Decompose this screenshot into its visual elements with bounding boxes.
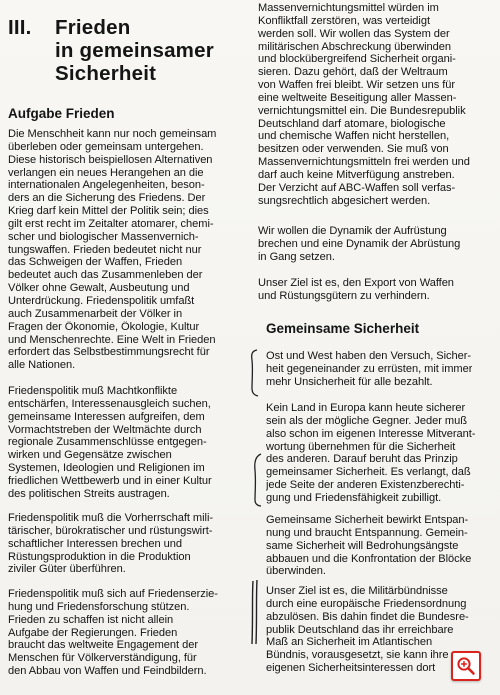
text-line: tärischer, bürokratischer und rüstungswirt- bbox=[8, 524, 213, 537]
text-line: schaftlicher Interessen brechen und bbox=[8, 537, 183, 550]
paragraph bbox=[8, 512, 213, 576]
chapter-title-line: in gemeinsamer bbox=[55, 39, 214, 62]
text-line: gemeinsamer Sicherheit. Es verlangt, daß bbox=[266, 466, 471, 479]
text-line: vernichtungsmittel ein. Die Bundesrepublik bbox=[258, 104, 466, 117]
text-line: gung und Friedensfähigkeit zubilligt. bbox=[266, 491, 442, 504]
paragraph bbox=[258, 2, 470, 208]
paragraph bbox=[8, 385, 212, 501]
text-line: abbauen und die Konfrontation der Blöcke bbox=[266, 552, 472, 565]
text-line: und chemische Waffen nicht herstellen, bbox=[258, 130, 450, 143]
text-line: Frieden zu schaffen ist nicht allein bbox=[8, 613, 174, 626]
text-line: verlangen ein neues Herangehen an die bbox=[8, 166, 204, 179]
text-line: Systemen, Ideologien und Religionen im bbox=[8, 462, 205, 475]
handwritten-double-stroke-mark bbox=[248, 578, 262, 648]
text-line: und Rüstungsgütern zu verhindern. bbox=[258, 289, 430, 302]
text-line: eigenen Sicherheitsinteressen dort bbox=[266, 662, 436, 675]
text-line: also schon im eigenen Interesse Mitverant- bbox=[266, 427, 476, 440]
text-line: jede Seite der anderen Existenzberechti- bbox=[266, 479, 465, 492]
text-line: und Menschenrechte. Eine Welt in Frieden bbox=[8, 333, 216, 346]
chapter-number: III. bbox=[8, 16, 32, 39]
text-line: scher und biologischer Massenvernich- bbox=[8, 230, 199, 243]
text-line: des politischen Streits austragen. bbox=[8, 487, 170, 500]
text-line: sieren. Dazu gehört, daß der Weltraum bbox=[258, 66, 448, 79]
paragraph bbox=[258, 277, 454, 303]
text-line: alle Nationen. bbox=[8, 359, 76, 372]
text-line: Diese historisch beispiellosen Alternativen bbox=[8, 153, 213, 166]
text-line: den Abbau von Waffen und Feindbildern. bbox=[8, 665, 207, 678]
text-line: sungsrechtlich abgesichert werden. bbox=[258, 194, 431, 207]
text-line: darf auch keine Mitverfügung anstreben. bbox=[258, 168, 455, 181]
text-line: gemeinsame Interessen aufgreifen, dem bbox=[8, 410, 205, 423]
text-line: Die Menschheit kann nur noch gemeinsam bbox=[8, 128, 217, 140]
paragraph bbox=[266, 514, 471, 578]
section-heading-gemeinsame-sicherheit: Gemeinsame Sicherheit bbox=[266, 321, 420, 336]
text-line: Unser Ziel ist es, den Export von Waffen bbox=[258, 277, 454, 289]
text-line: Unser Ziel ist es, die Militärbündnisse bbox=[266, 585, 448, 597]
paragraph bbox=[266, 402, 475, 505]
text-line: und blockübergreifend Sicherheit organi- bbox=[258, 53, 456, 66]
text-line: friedlichen Wettbewerb und in einer Kultur bbox=[8, 474, 212, 487]
text-line: wirken und Gegensätze zwischen bbox=[8, 449, 172, 462]
text-line: brechen und eine Dynamik der Abrüstung bbox=[258, 237, 461, 250]
text-line: heit gegeneinander zu errüsten, mit immer bbox=[266, 362, 473, 375]
text-line: besitzen oder verwenden. Sie muß von bbox=[258, 143, 449, 156]
text-line: Aufgabe der Regierungen. Frieden bbox=[8, 626, 178, 639]
paragraph bbox=[258, 225, 460, 264]
text-line: Fragen der Ökonomie, Ökologie, Kultur bbox=[8, 320, 200, 333]
text-line: bedeutet auch das Zusammenleben der bbox=[8, 269, 203, 282]
text-line: Der Verzicht auf ABC-Waffen soll verfas- bbox=[258, 181, 456, 194]
chapter-title-line: Sicherheit bbox=[55, 62, 157, 85]
paragraph bbox=[266, 585, 469, 675]
paragraph bbox=[8, 128, 216, 372]
text-line: internationalen Angelegenheiten, beson- bbox=[8, 179, 205, 192]
text-line: braucht das weltweite Engagement der bbox=[8, 639, 198, 652]
text-line: durch eine europäische Friedensordnung bbox=[266, 597, 467, 610]
text-line: das Schweigen der Waffen, Frieden bbox=[8, 256, 183, 269]
text-line: Deutschland darf atomare, biologische bbox=[258, 117, 446, 130]
text-line: abzulösen. Bis dahin findet die Bundesre- bbox=[266, 610, 469, 623]
text-line: regionale Zusammenschlüsse entgegen- bbox=[8, 436, 207, 449]
text-line: des anderen. Darauf beruht das Prinzip bbox=[266, 453, 458, 466]
text-line: hung und Friedensforschung stützen. bbox=[8, 600, 190, 613]
text-line: überwinden. bbox=[266, 565, 326, 578]
text-line: ders an die Sicherung des Friedens. Der bbox=[8, 192, 206, 205]
text-line: Krieg darf kein Mittel der Politik sein; dies bbox=[8, 205, 209, 218]
text-line: Maß an Sicherheit im Atlantischen bbox=[266, 636, 433, 649]
text-line: Friedenspolitik muß Machtkonflikte bbox=[8, 385, 178, 397]
text-line: entschärfen, Interessenausgleich suchen, bbox=[8, 397, 211, 410]
handwritten-bracket-mark bbox=[250, 452, 264, 508]
text-line: auch Zusammenarbeit der Völker in bbox=[8, 307, 183, 320]
text-line: Rüstungsproduktion in die Produktion bbox=[8, 550, 191, 563]
text-line: Bündnis, vorausgesetzt, sie kann ihre bbox=[266, 649, 449, 662]
text-line: Friedenspolitik muß sich auf Friedenserzie- bbox=[8, 588, 218, 600]
text-line: erfordert das Selbstbestimmungsrecht für bbox=[8, 346, 210, 359]
text-line: Wir wollen die Dynamik der Aufrüstung bbox=[258, 225, 447, 237]
text-line: Ost und West haben den Versuch, Sicher- bbox=[266, 350, 472, 362]
text-line: same Sicherheit will Bedrohungsängste bbox=[266, 539, 459, 552]
text-line: Kein Land in Europa kann heute sicherer bbox=[266, 402, 466, 414]
magnifier-plus-icon bbox=[456, 656, 476, 676]
text-line: von Waffen frei bleibt. Wir setzen uns für bbox=[258, 79, 456, 92]
paragraph bbox=[8, 588, 218, 678]
text-line: gilt erst recht im Zeitalter atomarer, chemi- bbox=[8, 217, 214, 230]
text-line: Völker ohne Gewalt, Ausbeutung und bbox=[8, 282, 190, 295]
text-line: mehr Unsicherheit für alle bezahlt. bbox=[266, 375, 433, 388]
text-line: nung und braucht Entspannung. Gemein- bbox=[266, 526, 468, 539]
zoom-button[interactable] bbox=[451, 651, 481, 681]
text-line: Unterdrückung. Friedenspolitik umfaßt bbox=[8, 294, 195, 307]
text-line: Konfliktfall zerstören, was verteidigt bbox=[258, 14, 430, 27]
text-line: wortung übernehmen für die Sicherheit bbox=[266, 440, 456, 453]
text-line: Friedenspolitik muß die Vorherrschaft mili- bbox=[8, 512, 214, 524]
text-line: Massenvernichtungsmittel würden im bbox=[258, 2, 439, 14]
text-line: eine weltweite Beseitigung aller Massen- bbox=[258, 91, 457, 104]
text-line: Gemeinsame Sicherheit bewirkt Entspan- bbox=[266, 514, 469, 526]
text-line: tungswaffen. Frieden bedeutet nicht nur bbox=[8, 243, 202, 256]
text-line: werden soll. Wir wollen das System der bbox=[258, 27, 450, 40]
text-line: Massenvernichtungsmitteln frei werden und bbox=[258, 156, 470, 169]
text-line: in Gang setzen. bbox=[258, 250, 335, 263]
text-line: militärischen Abschreckung überwinden bbox=[258, 40, 452, 53]
text-line: ziviler Güter überführen. bbox=[8, 563, 126, 576]
text-line: Menschen für Völkerverständigung, für bbox=[8, 652, 197, 665]
text-line: überleben oder gemeinsam untergehen. bbox=[8, 140, 204, 153]
chapter-title-line: Frieden bbox=[55, 16, 131, 39]
text-line: sein als der mögliche Gegner. Jeder muß bbox=[266, 414, 467, 427]
handwritten-bracket-mark bbox=[247, 348, 261, 398]
text-line: Vormachtstreben der Weltmächte durch bbox=[8, 423, 202, 436]
section-heading-aufgabe-frieden: Aufgabe Frieden bbox=[8, 106, 115, 121]
text-line: publik Deutschland das ihr erreichbare bbox=[266, 623, 454, 636]
paragraph bbox=[266, 350, 472, 389]
